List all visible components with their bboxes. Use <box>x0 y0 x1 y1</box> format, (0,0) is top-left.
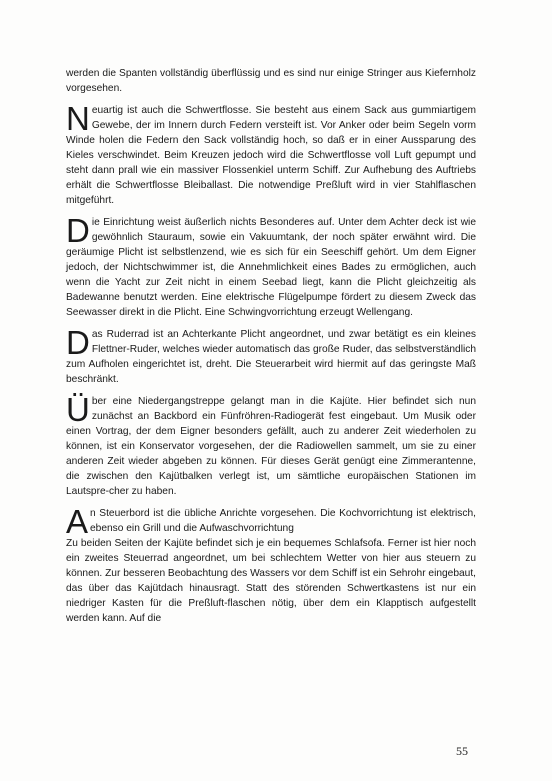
paragraph-3-text: ie Einrichtung weist äußerlich nichts Besonderes auf. Unter dem Achter deck ist wie gewöhnlich Stauraum, sowie ein Vakuumtank, der noch später erwähnt wird. Die geräumige Plicht ist selbstlenzend, wie es sich für ein Seeschiff gehört. Um dem Eigner jedoch, der Nichtschwimmer ist, die Annehmlichkeit eines Bades zu ermöglichen, auch wenn die Yacht zur Zeit nicht in einem Seebad liegt, kann die Plicht gleichzeitig als Badewanne benutzt werden. Eine elektrische Flügelpumpe fördert zu diesem Zweck das Seewasser direkt in die Plicht. Eine Schwingvorrichtung erzeugt Wellengang. <box>66 217 476 318</box>
paragraph-4-text: as Ruderrad ist an Achterkante Plicht angeordnet, und zwar betätigt es ein kleines Flettner-Ruder, welches wieder automatisch das große Ruder, das selbstverständlich zum Aufholen eingerichtet ist, dreht. Die Steuerarbeit wird hiermit auf das geringste Maß beschränkt. <box>66 329 476 385</box>
paragraph-2-text: euartig ist auch die Schwertflosse. Sie besteht aus einem Sack aus gummiartigem Gewebe, der im Innern durch Federn versteift ist. Vor Anker oder beim Segeln vorm Winde holen die Federn den Sack vollständig hoch, so daß er in einer Aussparung des Kieles verschwindet. Beim Kreuzen jedoch wird die Schwertflosse voll Luft gepumpt und steht dann prall wie ein massiver Flossenkiel unterm Schiff. Zur Aufhebung des Auftriebs erhält die Schwertflosse Bleiballast. Die notwendige Preßluft wird in vier Stahlflaschen mitgeführt. <box>66 105 476 206</box>
drop-cap: D <box>66 324 90 361</box>
paragraph-7 <box>66 536 476 626</box>
paragraph-7-text: Zu beiden Seiten der Kajüte befindet sich je ein bequemes Schlafsofa. Ferner ist hier noch ein zweites Steuerrad angeordnet, um bei schlechtem Wetter von hier aus steuern zu können. Zur besseren Beobachtung des Wassers vor dem Schiff ist ein Sehrohr eingebaut, das über das Kajütdach hinausragt. Statt des störenden Schwertkastens ist nur ein niedriger Kasten für die Preßluft-flaschen nötig, über dem ein Klapptisch aufgestellt werden kann. Auf die <box>66 538 476 624</box>
paragraph-2 <box>66 100 476 208</box>
paragraph-3 <box>66 212 476 320</box>
paragraph-5 <box>66 391 476 499</box>
paragraph-1-text: werden die Spanten vollständig überflüssig und es sind nur einige Stringer aus Kiefernholz vorgesehen. <box>66 68 476 94</box>
paragraph-1 <box>66 66 476 96</box>
drop-cap: N <box>66 100 90 137</box>
drop-cap: Ü <box>66 391 90 428</box>
paragraph-5-text: ber eine Niedergangstreppe gelangt man in die Kajüte. Hier befindet sich nun zunächst an Backbord ein Fünfröhren-Radiogerät fest eingebaut. Um Musik oder einen Vortrag, der dem Eigner besonders gefällt, auch zu anderer Zeit wiederholen zu können, ist ein Konservator vorgesehen, der die Radiowellen sammelt, um sie zu einer anderen Zeit wieder abgeben zu können. Für dieses Gerät genügt eine Zimmerantenne, die zwischen den Kajütbalken verlegt ist, um sämtliche europäischen Stationen im Lautspre-cher zu haben. <box>66 396 476 497</box>
page-number: 55 <box>456 744 468 758</box>
paragraph-6-text: n Steuerbord ist die übliche Anrichte vorgesehen. Die Kochvorrichtung ist elektrisch, ebenso ein Grill und die Aufwaschvorrichtung <box>90 508 476 534</box>
paragraph-4 <box>66 324 476 387</box>
paragraph-6 <box>66 503 476 540</box>
text-column <box>66 66 476 633</box>
drop-cap: A <box>66 503 89 540</box>
drop-cap: D <box>66 212 90 249</box>
